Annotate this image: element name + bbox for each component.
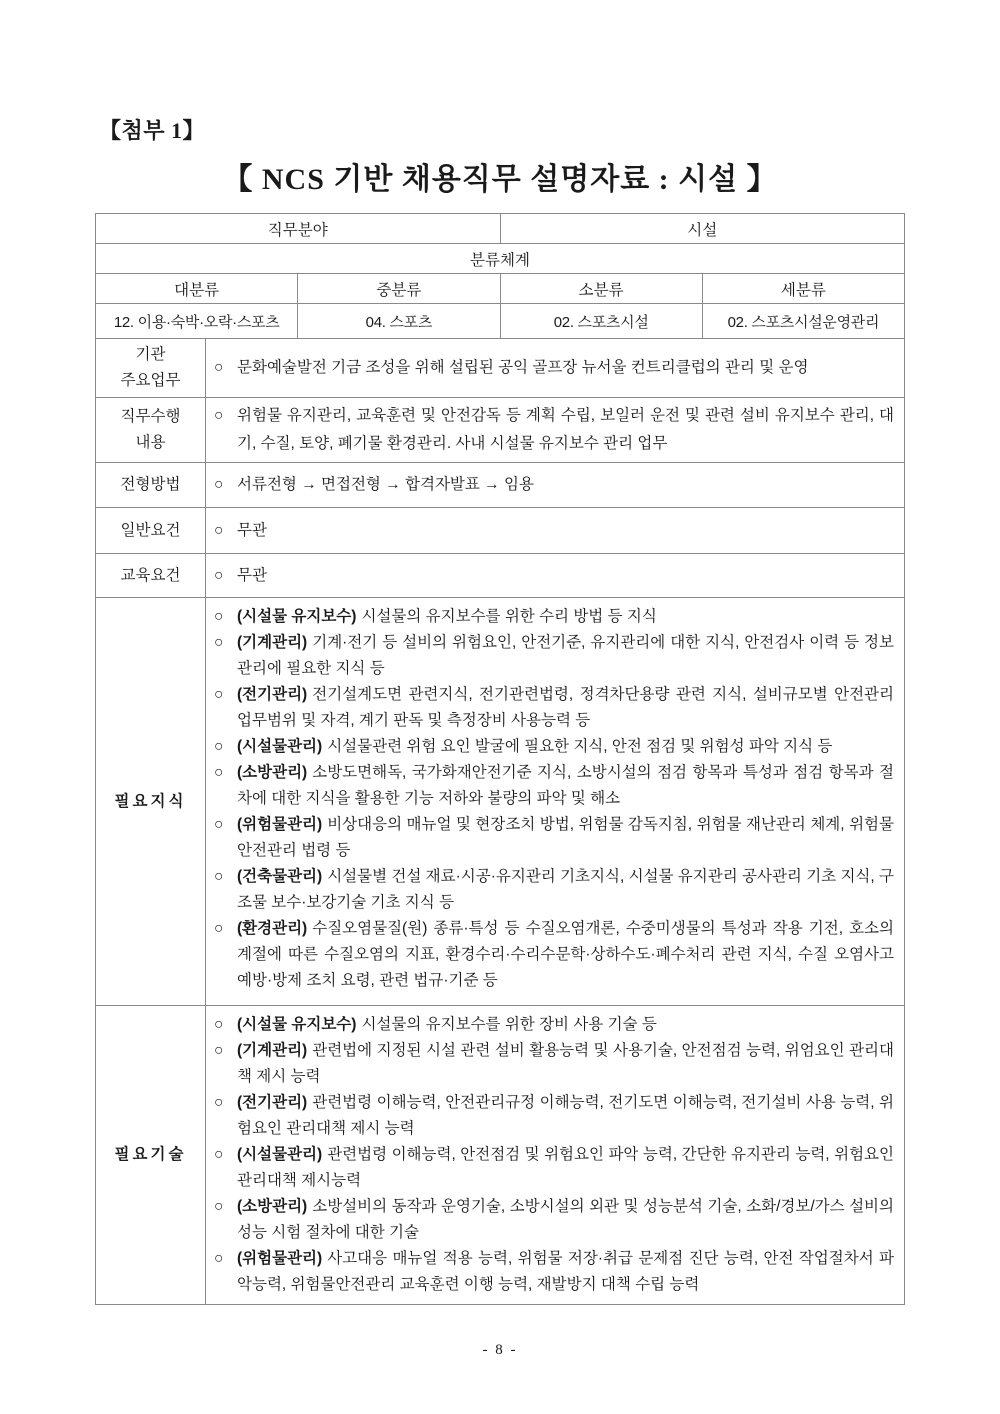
bullet-icon: ○	[214, 868, 224, 885]
bullet-item	[214, 471, 894, 499]
skill-item	[214, 1194, 894, 1246]
job-content-row	[96, 398, 905, 463]
bullet-item	[214, 354, 894, 382]
bullet-icon: ○	[214, 816, 224, 833]
skill-item-label: (소방관리)	[237, 1198, 308, 1215]
knowledge-item	[214, 864, 894, 916]
knowledge-item-text: 비상대응의 매뉴얼 및 현장조치 방법, 위험물 감독지침, 위험물 재난관리 체계, 위험물 안전관리 법령 등	[237, 816, 894, 859]
cell-selection-method-label	[96, 463, 206, 508]
field-row	[96, 214, 905, 244]
attachment-label: 【첨부 1】	[99, 118, 206, 143]
cell-major-category-value: 12. 이용·숙박·오락·스포츠	[96, 304, 298, 339]
cell-field-value: 시설	[500, 214, 905, 244]
selection-method-row	[96, 463, 905, 508]
knowledge-item-text: 수질오염물질(원) 종류·특성 등 수질오염개론, 수중미생물의 특성과 작용 기전, 호소의 계절에 따른 수질오염의 지표, 환경수리·수리수문학·상하수도·폐수처리 관련 지식, 수질 오염사고 예방·방제 조치 요령, 관련 법규·기준 등	[237, 920, 894, 989]
knowledge-item	[214, 760, 894, 812]
skill-item-text: 관련법에 지정된 시설 관련 설비 활용능력 및 사용기술, 안전점검 능력, 위엄요인 관리대책 제시 능력	[237, 1042, 894, 1085]
skill-item-text: 사고대응 매뉴얼 적용 능력, 위험물 저장·취급 문제점 진단 능력, 안전 작업절차서 파악능력, 위험물안전관리 교육훈련 이행 능력, 재발방지 대책 수립 능력	[237, 1250, 894, 1293]
skill-item-text: 시설물의 유지보수를 위한 장비 사용 기술 등	[361, 1016, 657, 1033]
knowledge-item-label: (전기관리)	[237, 686, 308, 703]
bullet-icon: ○	[214, 1016, 224, 1033]
skill-item-text: 소방설비의 동작과 운영기술, 소방시설의 외관 및 성능분석 기술, 소화/경보/가스 설비의 성능 시험 절차에 대한 기술	[237, 1198, 894, 1241]
knowledge-item-text: 소방도면해독, 국가화재안전기준 지식, 소방시설의 점검 항목과 특성과 점검 항목과 절차에 대한 지식을 활용한 기능 저하와 불량의 파악 및 해소	[237, 764, 894, 807]
bullet-item	[214, 402, 894, 458]
cell-required-knowledge-label	[96, 598, 206, 1006]
knowledge-item-text: 기계·전기 등 설비의 위험요인, 안전기준, 유지관리에 대한 지식, 안전검사 이력 등 정보 관리에 필요한 지식 등	[237, 634, 894, 677]
skill-item	[214, 1012, 894, 1038]
knowledge-item-label: (기계관리)	[237, 634, 308, 651]
cell-job-content-label	[96, 398, 206, 463]
cell-detail-category-header: 세분류	[702, 274, 904, 304]
bullet-icon: ○	[214, 608, 224, 625]
knowledge-item-label: (시설물관리)	[237, 738, 323, 755]
label-line: 일반요건	[120, 521, 181, 539]
knowledge-item-text: 시설물관련 위험 요인 발굴에 필요한 지식, 안전 점검 및 위험성 파악 지식 등	[327, 738, 833, 755]
skill-item-label: (위험물관리)	[237, 1250, 323, 1267]
knowledge-item-text: 시설물별 건설 재료·시공·유지관리 기초지식, 시설물 유지관리 공사관리 기초 지식, 구조물 보수·보강기술 기초 지식 등	[237, 868, 894, 911]
cell-required-skills-content	[206, 1006, 905, 1305]
bullet-icon: ○	[214, 566, 224, 584]
label-line: 주요업무	[120, 372, 181, 389]
label-line: 직무수행	[120, 408, 181, 425]
skill-item	[214, 1246, 894, 1298]
bullet-text: 무관	[237, 566, 267, 584]
skill-item	[214, 1142, 894, 1194]
label-line: 필요지식	[114, 792, 187, 810]
cell-education-requirements-content	[206, 554, 905, 598]
skill-item-text: 관련법령 이해능력, 안전점검 및 위험요인 파악 능력, 간단한 유지관리 능력, 위험요인 관리대책 제시능력	[237, 1146, 894, 1189]
label-line: 교육요건	[120, 566, 181, 584]
cell-job-content-content	[206, 398, 905, 463]
bullet-text: 위험물 유지관리, 교육훈련 및 안전감독 등 계획 수립, 보일러 운전 및 관련 설비 유지보수 관리, 대기, 수질, 토양, 폐기물 환경관리. 사내 시설물 유지보수 관리 업무	[237, 407, 894, 452]
bullet-text: 서류전형 → 면접전형 → 합격자발표 → 임용	[237, 476, 534, 493]
classification-table	[95, 213, 905, 339]
details-table	[95, 338, 905, 1305]
cell-org-duties-content	[206, 339, 905, 398]
bullet-icon: ○	[214, 764, 224, 781]
bullet-icon: ○	[214, 634, 224, 651]
bullet-icon: ○	[214, 1250, 224, 1267]
skill-item	[214, 1038, 894, 1090]
bullet-icon: ○	[214, 920, 224, 937]
cell-education-requirements-label	[96, 554, 206, 598]
bullet-icon: ○	[214, 1094, 224, 1111]
job-spec-table	[95, 213, 905, 1305]
bullet-icon: ○	[214, 521, 224, 539]
bullet-icon: ○	[214, 1042, 224, 1059]
label-line: 내용	[135, 434, 166, 451]
cell-major-category-header: 대분류	[96, 274, 298, 304]
skill-item-label: (시설물관리)	[237, 1146, 323, 1163]
knowledge-item-label: (환경관리)	[237, 920, 308, 937]
skill-item-label: (시설물 유지보수)	[237, 1016, 357, 1033]
bullet-icon: ○	[214, 738, 224, 755]
cell-detail-category-value: 02. 스포츠시설운영관리	[702, 304, 904, 339]
knowledge-item-label: (소방관리)	[237, 764, 308, 781]
general-requirements-row	[96, 508, 905, 554]
label-line: 전형방법	[120, 476, 181, 493]
cell-required-knowledge-content	[206, 598, 905, 1006]
bullet-text: 무관	[237, 521, 267, 539]
classification-value-row	[96, 304, 905, 339]
bullet-icon: ○	[214, 1146, 224, 1163]
bullet-icon: ○	[214, 476, 224, 493]
knowledge-item-text: 시설물의 유지보수를 위한 수리 방법 등 지식	[361, 608, 657, 625]
bullet-text: 문화예술발전 기금 조성을 위해 설립된 공익 골프장 뉴서울 컨트리클럽의 관리 및 운영	[237, 359, 809, 376]
knowledge-item	[214, 630, 894, 682]
knowledge-item	[214, 734, 894, 760]
classification-title-row	[96, 244, 905, 274]
cell-general-requirements-label	[96, 508, 206, 554]
knowledge-item-label: (건축물관리)	[237, 868, 323, 885]
knowledge-item	[214, 682, 894, 734]
label-line: 필요기술	[114, 1146, 187, 1163]
cell-middle-category-value: 04. 스포츠	[298, 304, 500, 339]
skill-item-label: (기계관리)	[237, 1042, 308, 1059]
bullet-item	[214, 562, 894, 590]
cell-field-label: 직무분야	[96, 214, 501, 244]
org-duties-row	[96, 339, 905, 398]
knowledge-item-label: (위험물관리)	[237, 816, 323, 833]
knowledge-item	[214, 812, 894, 864]
knowledge-item	[214, 604, 894, 630]
education-requirements-row	[96, 554, 905, 598]
label-line: 기관	[135, 346, 166, 363]
cell-required-skills-label	[96, 1006, 206, 1305]
knowledge-item-label: (시설물 유지보수)	[237, 608, 357, 625]
cell-selection-method-content	[206, 463, 905, 508]
bullet-icon: ○	[214, 407, 224, 424]
skill-item	[214, 1090, 894, 1142]
document-title: 【 NCS 기반 채용직무 설명자료 : 시설 】	[222, 163, 778, 196]
bullet-item	[214, 517, 894, 545]
skill-item-label: (전기관리)	[237, 1094, 308, 1111]
cell-classification-title: 분류체계	[96, 244, 905, 274]
skill-item-text: 관련법령 이해능력, 안전관리규정 이해능력, 전기도면 이해능력, 전기설비 사용 능력, 위험요인 관리대책 제시 능력	[237, 1094, 894, 1137]
classification-header-row	[96, 274, 905, 304]
required-knowledge-row	[96, 598, 905, 1006]
cell-org-duties-label	[96, 339, 206, 398]
cell-middle-category-header: 중분류	[298, 274, 500, 304]
cell-minor-category-value: 02. 스포츠시설	[500, 304, 702, 339]
required-skills-row	[96, 1006, 905, 1305]
knowledge-item	[214, 916, 894, 994]
bullet-icon: ○	[214, 686, 224, 703]
page-number: - 8 -	[482, 1342, 518, 1358]
cell-minor-category-header: 소분류	[500, 274, 702, 304]
knowledge-item-text: 전기설계도면 관련지식, 전기관련법령, 정격차단용량 관련 지식, 설비규모별 안전관리 업무범위 및 자격, 계기 판독 및 측정장비 사용능력 등	[237, 686, 894, 729]
bullet-icon: ○	[214, 1198, 224, 1215]
cell-general-requirements-content	[206, 508, 905, 554]
bullet-icon: ○	[214, 359, 224, 376]
